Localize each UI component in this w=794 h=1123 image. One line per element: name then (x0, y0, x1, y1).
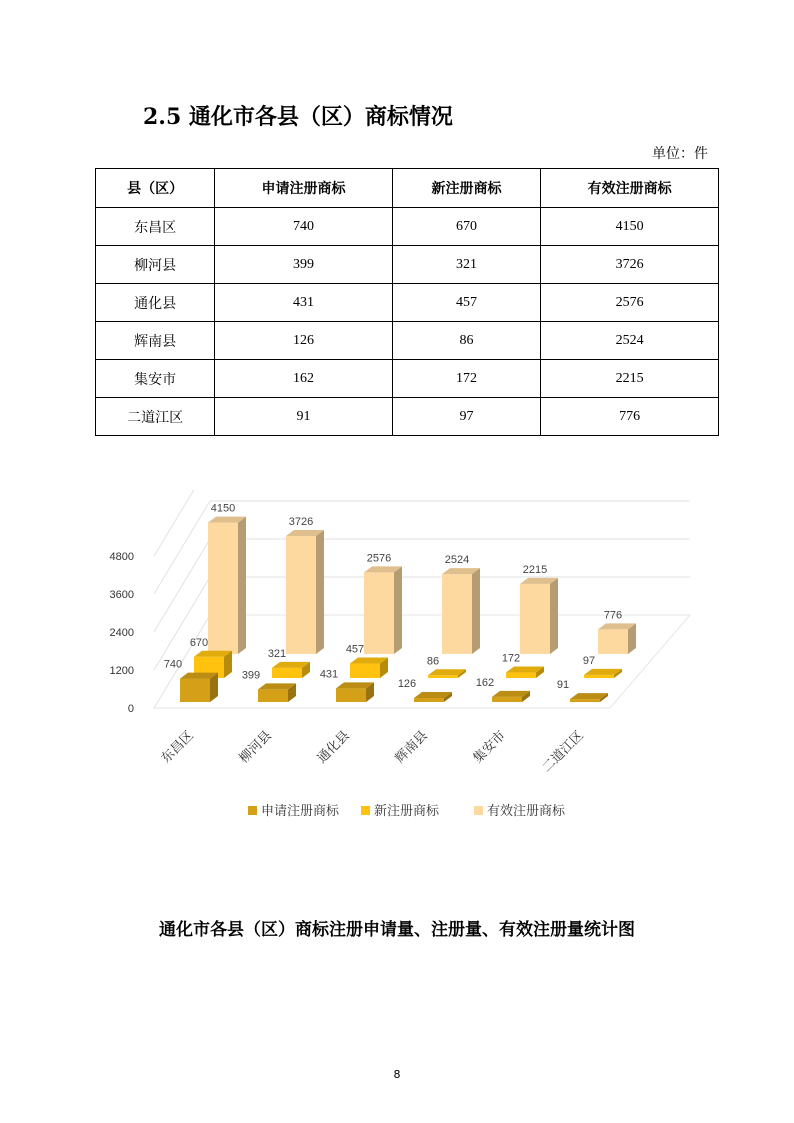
bar-front (258, 689, 288, 702)
bar-front (506, 673, 536, 678)
table-row (96, 360, 719, 398)
bar-side (472, 568, 480, 654)
data-label: 172 (501, 652, 521, 665)
y-tick-label: 2400 (109, 627, 134, 639)
page-title: 2.5 通化市各县（区）商标情况 (143, 104, 453, 130)
data-label: 321 (267, 647, 287, 660)
bar-front (364, 572, 394, 654)
data-label: 399 (241, 669, 261, 682)
bar-front (428, 675, 458, 678)
bar-front (570, 699, 600, 702)
legend-swatch (474, 806, 483, 815)
bar-side (238, 517, 246, 654)
table-cell: 2215 (541, 360, 719, 398)
data-label: 740 (163, 658, 183, 671)
table-cell: 670 (392, 208, 540, 246)
trademark-table (95, 168, 719, 436)
bar-front (598, 629, 628, 654)
chart-caption: 通化市各县（区）商标注册申请量、注册量、有效注册量统计图 (159, 920, 635, 940)
data-label: 670 (189, 636, 209, 649)
x-tick-label: 柳河县 (236, 728, 275, 767)
data-label: 2524 (444, 554, 470, 567)
data-label: 776 (603, 609, 623, 622)
page-number: 8 (393, 1068, 401, 1081)
table-cell: 通化县 (96, 284, 215, 322)
bar-front (350, 664, 380, 678)
table-cell: 东昌区 (96, 208, 215, 246)
bar-front (208, 523, 238, 654)
table-cell: 86 (392, 322, 540, 360)
x-tick-label: 通化县 (314, 728, 353, 767)
trademark-3d-bar-chart (90, 490, 710, 850)
gridline-side (154, 539, 210, 632)
table-cell: 162 (215, 360, 393, 398)
bar-front (520, 584, 550, 654)
table-cell: 柳河县 (96, 246, 215, 284)
unit-label: 单位：件 (652, 146, 708, 162)
bar-front (336, 688, 366, 702)
x-tick-label: 辉南县 (392, 728, 431, 767)
data-label: 91 (556, 679, 570, 692)
table-header-row (96, 169, 719, 208)
data-label: 2215 (522, 563, 548, 576)
table-header-cell: 申请注册商标 (215, 169, 393, 208)
bar-front (584, 675, 614, 678)
y-tick-label: 0 (127, 703, 134, 715)
data-label: 97 (582, 654, 596, 667)
table-cell: 集安市 (96, 360, 215, 398)
table-row (96, 208, 719, 246)
bar-side (394, 566, 402, 654)
gridline-side (154, 490, 210, 556)
bar-front (180, 679, 210, 702)
table-cell: 二道江区 (96, 398, 215, 436)
bar-front (286, 536, 316, 654)
table-cell: 126 (215, 322, 393, 360)
table-row (96, 246, 719, 284)
x-tick-label: 东昌区 (158, 728, 197, 767)
table-row (96, 284, 719, 322)
data-label: 3726 (288, 516, 314, 529)
table-cell: 457 (392, 284, 540, 322)
table-header-cell: 有效注册商标 (541, 169, 719, 208)
x-tick-label: 二道江区 (539, 728, 587, 776)
bar-front (272, 668, 302, 678)
table-cell: 321 (392, 246, 540, 284)
x-tick-label: 集安市 (470, 728, 509, 767)
gridline-side (154, 501, 210, 594)
data-label: 4150 (210, 502, 236, 515)
data-label: 457 (345, 643, 365, 656)
table-cell: 2524 (541, 322, 719, 360)
y-tick-label: 3600 (109, 589, 134, 601)
table-header-cell: 新注册商标 (392, 169, 540, 208)
legend-swatch (248, 806, 257, 815)
legend-swatch (361, 806, 370, 815)
data-label: 2576 (366, 552, 392, 565)
bar-front (442, 574, 472, 654)
table-cell: 399 (215, 246, 393, 284)
data-label: 162 (475, 676, 495, 689)
table-header-cell: 县（区） (96, 169, 215, 208)
table-row (96, 322, 719, 360)
bar-front (492, 697, 522, 702)
y-tick-label: 4800 (109, 551, 134, 563)
table-cell: 4150 (541, 208, 719, 246)
bar-side (550, 578, 558, 654)
table-cell: 97 (392, 398, 540, 436)
legend-label: 有效注册商标 (487, 804, 566, 819)
bar-front (414, 698, 444, 702)
legend-label: 申请注册商标 (261, 804, 340, 819)
table-cell: 776 (541, 398, 719, 436)
table-row (96, 398, 719, 436)
table-cell: 2576 (541, 284, 719, 322)
data-label: 126 (397, 678, 417, 691)
data-label: 86 (426, 655, 440, 668)
table-cell: 3726 (541, 246, 719, 284)
table-cell: 740 (215, 208, 393, 246)
table-cell: 431 (215, 284, 393, 322)
legend-label: 新注册商标 (374, 804, 440, 819)
table-cell: 172 (392, 360, 540, 398)
bar-side (316, 530, 324, 654)
y-tick-label: 1200 (109, 665, 134, 677)
table-cell: 辉南县 (96, 322, 215, 360)
data-label: 431 (319, 668, 339, 681)
table-cell: 91 (215, 398, 393, 436)
